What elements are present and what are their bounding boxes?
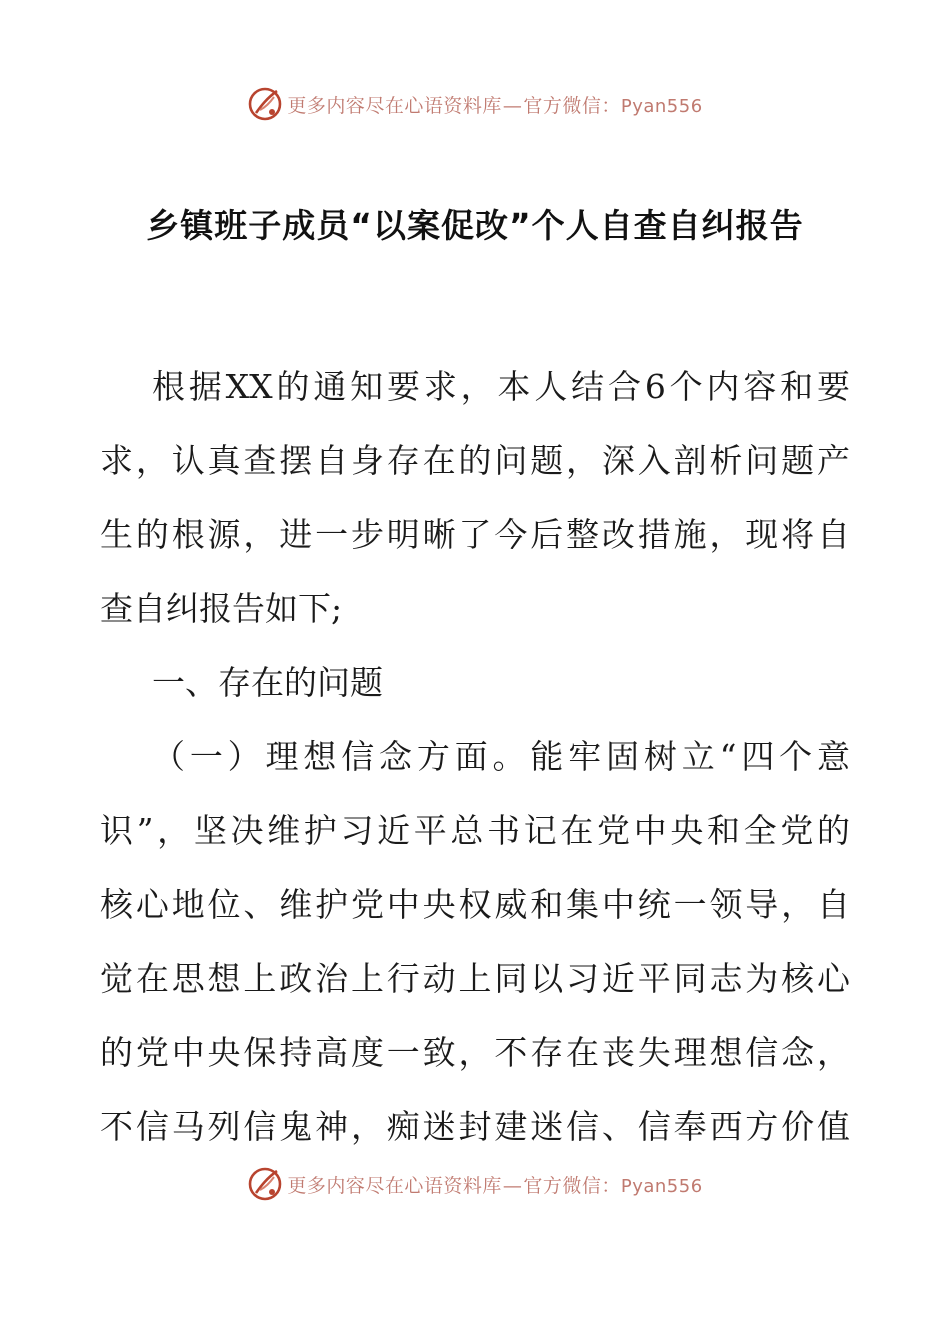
watermark-brand: 更多内容尽在心语资料库 [287,1174,502,1197]
watermark-label: 官方微信： [523,1174,621,1197]
document-title: 乡镇班子成员“以案促改”个人自查自纠报告 [146,206,804,245]
section-one-line: （一）理想信念方面。能牢固树立“四个意 [152,737,850,776]
watermark-label: 官方微信： [523,94,621,117]
section-one-line: 的党中央保持高度一致，不存在丧失理想信念， [100,1033,850,1072]
watermark-text [287,1171,702,1198]
intro-line: 查自纠报告如下; [100,589,343,628]
watermark-separator: — [502,94,523,117]
document-body [100,350,850,1164]
section-one-line: 核心地位、维护党中央权威和集中统一领导，自 [100,885,850,924]
quill-logo-icon [247,1166,283,1202]
watermark-account: Pyan556 [620,95,703,117]
intro-line: 生的根源，进一步明晰了今后整改措施，现将自 [100,515,850,554]
section-heading: 一、存在的问题 [152,663,383,702]
intro-line: 求，认真查摆自身存在的问题，深入剖析问题产 [100,441,850,480]
section-one-line: 识”，坚决维护习近平总书记在党中央和全党的 [100,811,850,850]
footer-watermark [0,1164,950,1204]
section-one-line: 觉在思想上政治上行动上同以习近平同志为核心 [100,959,850,998]
header-watermark [0,84,950,124]
intro-line: 根据XX的通知要求，本人结合6个内容和要 [152,367,850,406]
section-one-line: 不信马列信鬼神，痴迷封建迷信、信奉西方价值 [100,1107,850,1146]
quill-logo-icon [247,86,283,122]
watermark-brand: 更多内容尽在心语资料库 [287,94,502,117]
watermark-account: Pyan556 [620,1175,703,1197]
watermark-text [287,91,702,118]
watermark-separator: — [502,1174,523,1197]
